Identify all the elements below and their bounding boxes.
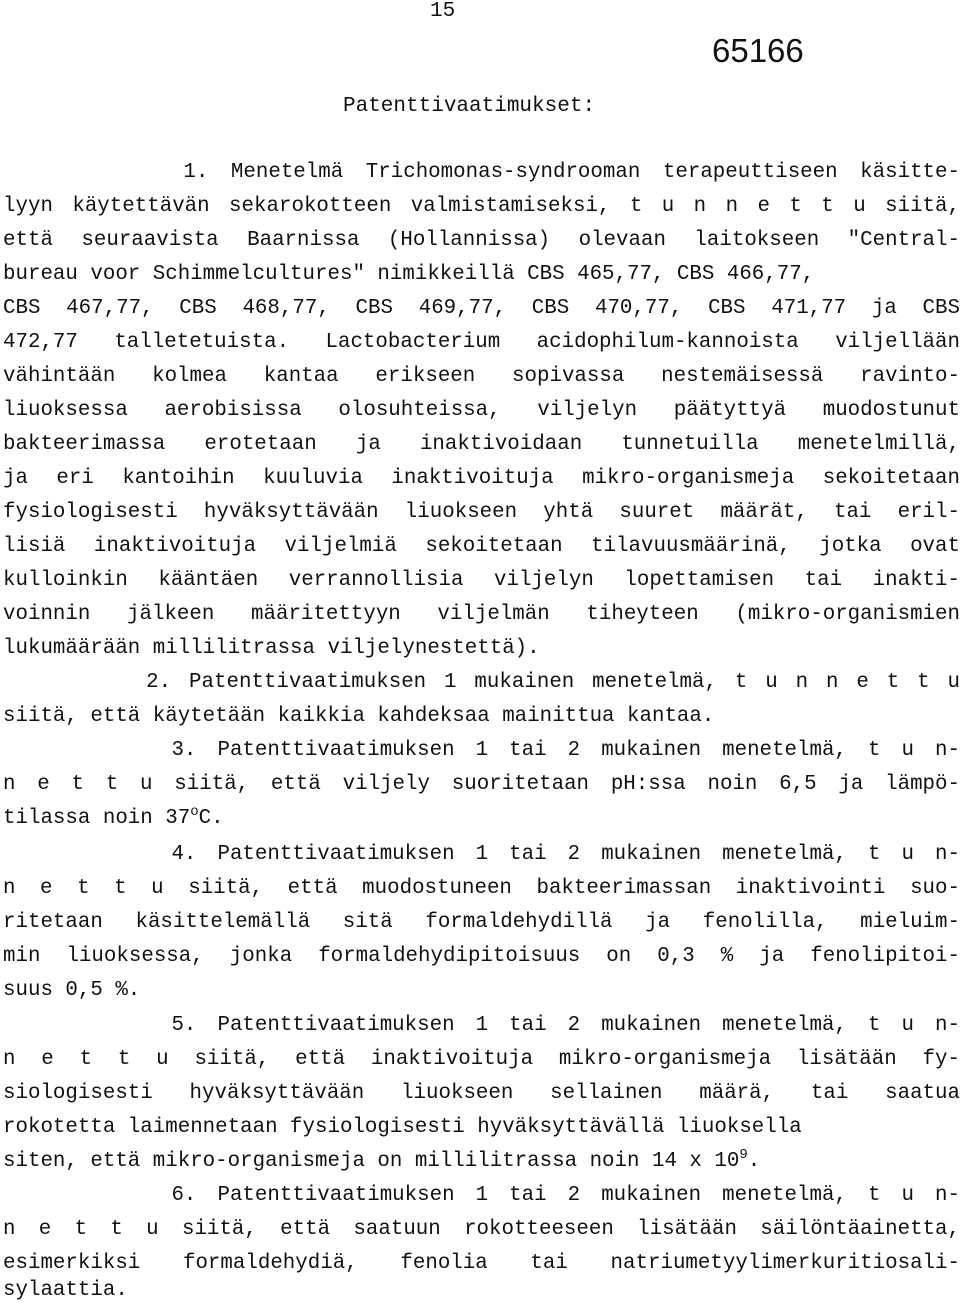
document-number: 65166	[712, 32, 804, 69]
claim-line: bureau voor Schimmelcultures" nimikkeillä CBS 465,77, CBS 466,77,	[3, 263, 815, 286]
page-heading: Patenttivaatimukset:	[343, 95, 596, 118]
claim-text: siten, että mikro-organismeja on millilitrassa noin 14 x 10	[3, 1150, 740, 1173]
claim-line: n e t t u siitä, että viljely suoritetaan pH:ssa noin 6,5 ja lämpö-	[3, 773, 960, 796]
claim-line: esimerkiksi formaldehydiä, fenolia tai natriumetyylimerkuritiosali-	[3, 1252, 960, 1275]
claim-line: 5. Patenttivaatimuksen 1 tai 2 mukainen menetelmä, t u n-	[3, 1014, 960, 1037]
claim-text: tilassa noin 37	[3, 807, 191, 830]
claim-line: min liuoksessa, jonka formaldehydipitoisuus on 0,3 % ja fenolipitoi-	[3, 945, 960, 968]
claim-line: 472,77 talletetuista. Lactobacterium acidophilum-kannoista viljellään	[3, 331, 960, 354]
claim-line: lisiä inaktivoituja viljelmiä sekoitetaan tilavuusmäärinä, jotka ovat	[3, 535, 960, 558]
claim-line: suus 0,5 %.	[3, 979, 141, 1002]
claim-line: vähintään kolmea kantaa erikseen sopivassa nestemäisessä ravinto-	[3, 365, 960, 388]
claim-line: 3. Patenttivaatimuksen 1 tai 2 mukainen menetelmä, t u n-	[3, 739, 960, 762]
claim-line: siologisesti hyväksyttävään liuokseen sellainen määrä, tai saatua	[3, 1082, 960, 1105]
page-number: 15	[430, 0, 456, 23]
degree-superscript: o	[190, 804, 199, 820]
claim-line: n e t t u siitä, että saatuun rokotteeseen lisätään säilöntäainetta,	[3, 1218, 960, 1241]
claim-line: 6. Patenttivaatimuksen 1 tai 2 mukainen menetelmä, t u n-	[3, 1184, 960, 1207]
claim-line: lyyn käytettävän sekarokotteen valmistamiseksi, t u n n e t t u siitä,	[3, 195, 960, 218]
claim-line: liuoksessa aerobisissa olosuhteissa, viljelyn päätyttyä muodostunut	[3, 399, 960, 422]
claim-line: n e t t u siitä, että muodostuneen bakteerimassan inaktivointi suo-	[3, 877, 960, 900]
claim-line-temperature	[3, 802, 960, 836]
claim-line: sylaattia.	[3, 1279, 128, 1302]
exponent-superscript: 9	[739, 1147, 748, 1163]
claim-line: 2. Patenttivaatimuksen 1 mukainen menetelmä, t u n n e t t u	[3, 671, 960, 694]
claim-line: 1. Menetelmä Trichomonas-syndrooman terapeuttiseen käsitte-	[3, 161, 960, 184]
claim-line: siitä, että käytetään kaikkia kahdeksaa mainittua kantaa.	[3, 705, 715, 728]
claim-line: n e t t u siitä, että inaktivoituja mikro-organismeja lisätään fy-	[3, 1048, 960, 1071]
claim-text: .	[747, 1150, 761, 1173]
claim-line: 4. Patenttivaatimuksen 1 tai 2 mukainen menetelmä, t u n-	[3, 843, 960, 866]
claim-line: että seuraavista Baarnissa (Hollannissa) olevaan laitokseen "Central-	[3, 229, 960, 252]
claim-line: CBS 467,77, CBS 468,77, CBS 469,77, CBS 470,77, CBS 471,77 ja CBS	[3, 297, 960, 320]
claim-line: bakteerimassa erotetaan ja inaktivoidaan tunnetuilla menetelmillä,	[3, 433, 960, 456]
claim-line: rokotetta laimennetaan fysiologisesti hyväksyttävällä liuoksella	[3, 1116, 802, 1139]
claim-line-exponent	[3, 1145, 960, 1179]
claim-line: kulloinkin kääntäen verrannollisia viljelyn lopettamisen tai inakti-	[3, 569, 960, 592]
claim-line: fysiologisesti hyväksyttävään liuokseen yhtä suuret määrät, tai eril-	[3, 501, 960, 524]
claim-line: voinnin jälkeen määritettyyn viljelmän tiheyteen (mikro-organismien	[3, 603, 960, 626]
claim-line: ritetaan käsittelemällä sitä formaldehydillä ja fenolilla, mieluim-	[3, 911, 960, 934]
claim-line: ja eri kantoihin kuuluvia inaktivoituja mikro-organismeja sekoitetaan	[3, 467, 960, 490]
claim-line: lukumäärään millilitrassa viljelynestettä).	[3, 637, 540, 660]
claim-text: C.	[198, 807, 224, 830]
